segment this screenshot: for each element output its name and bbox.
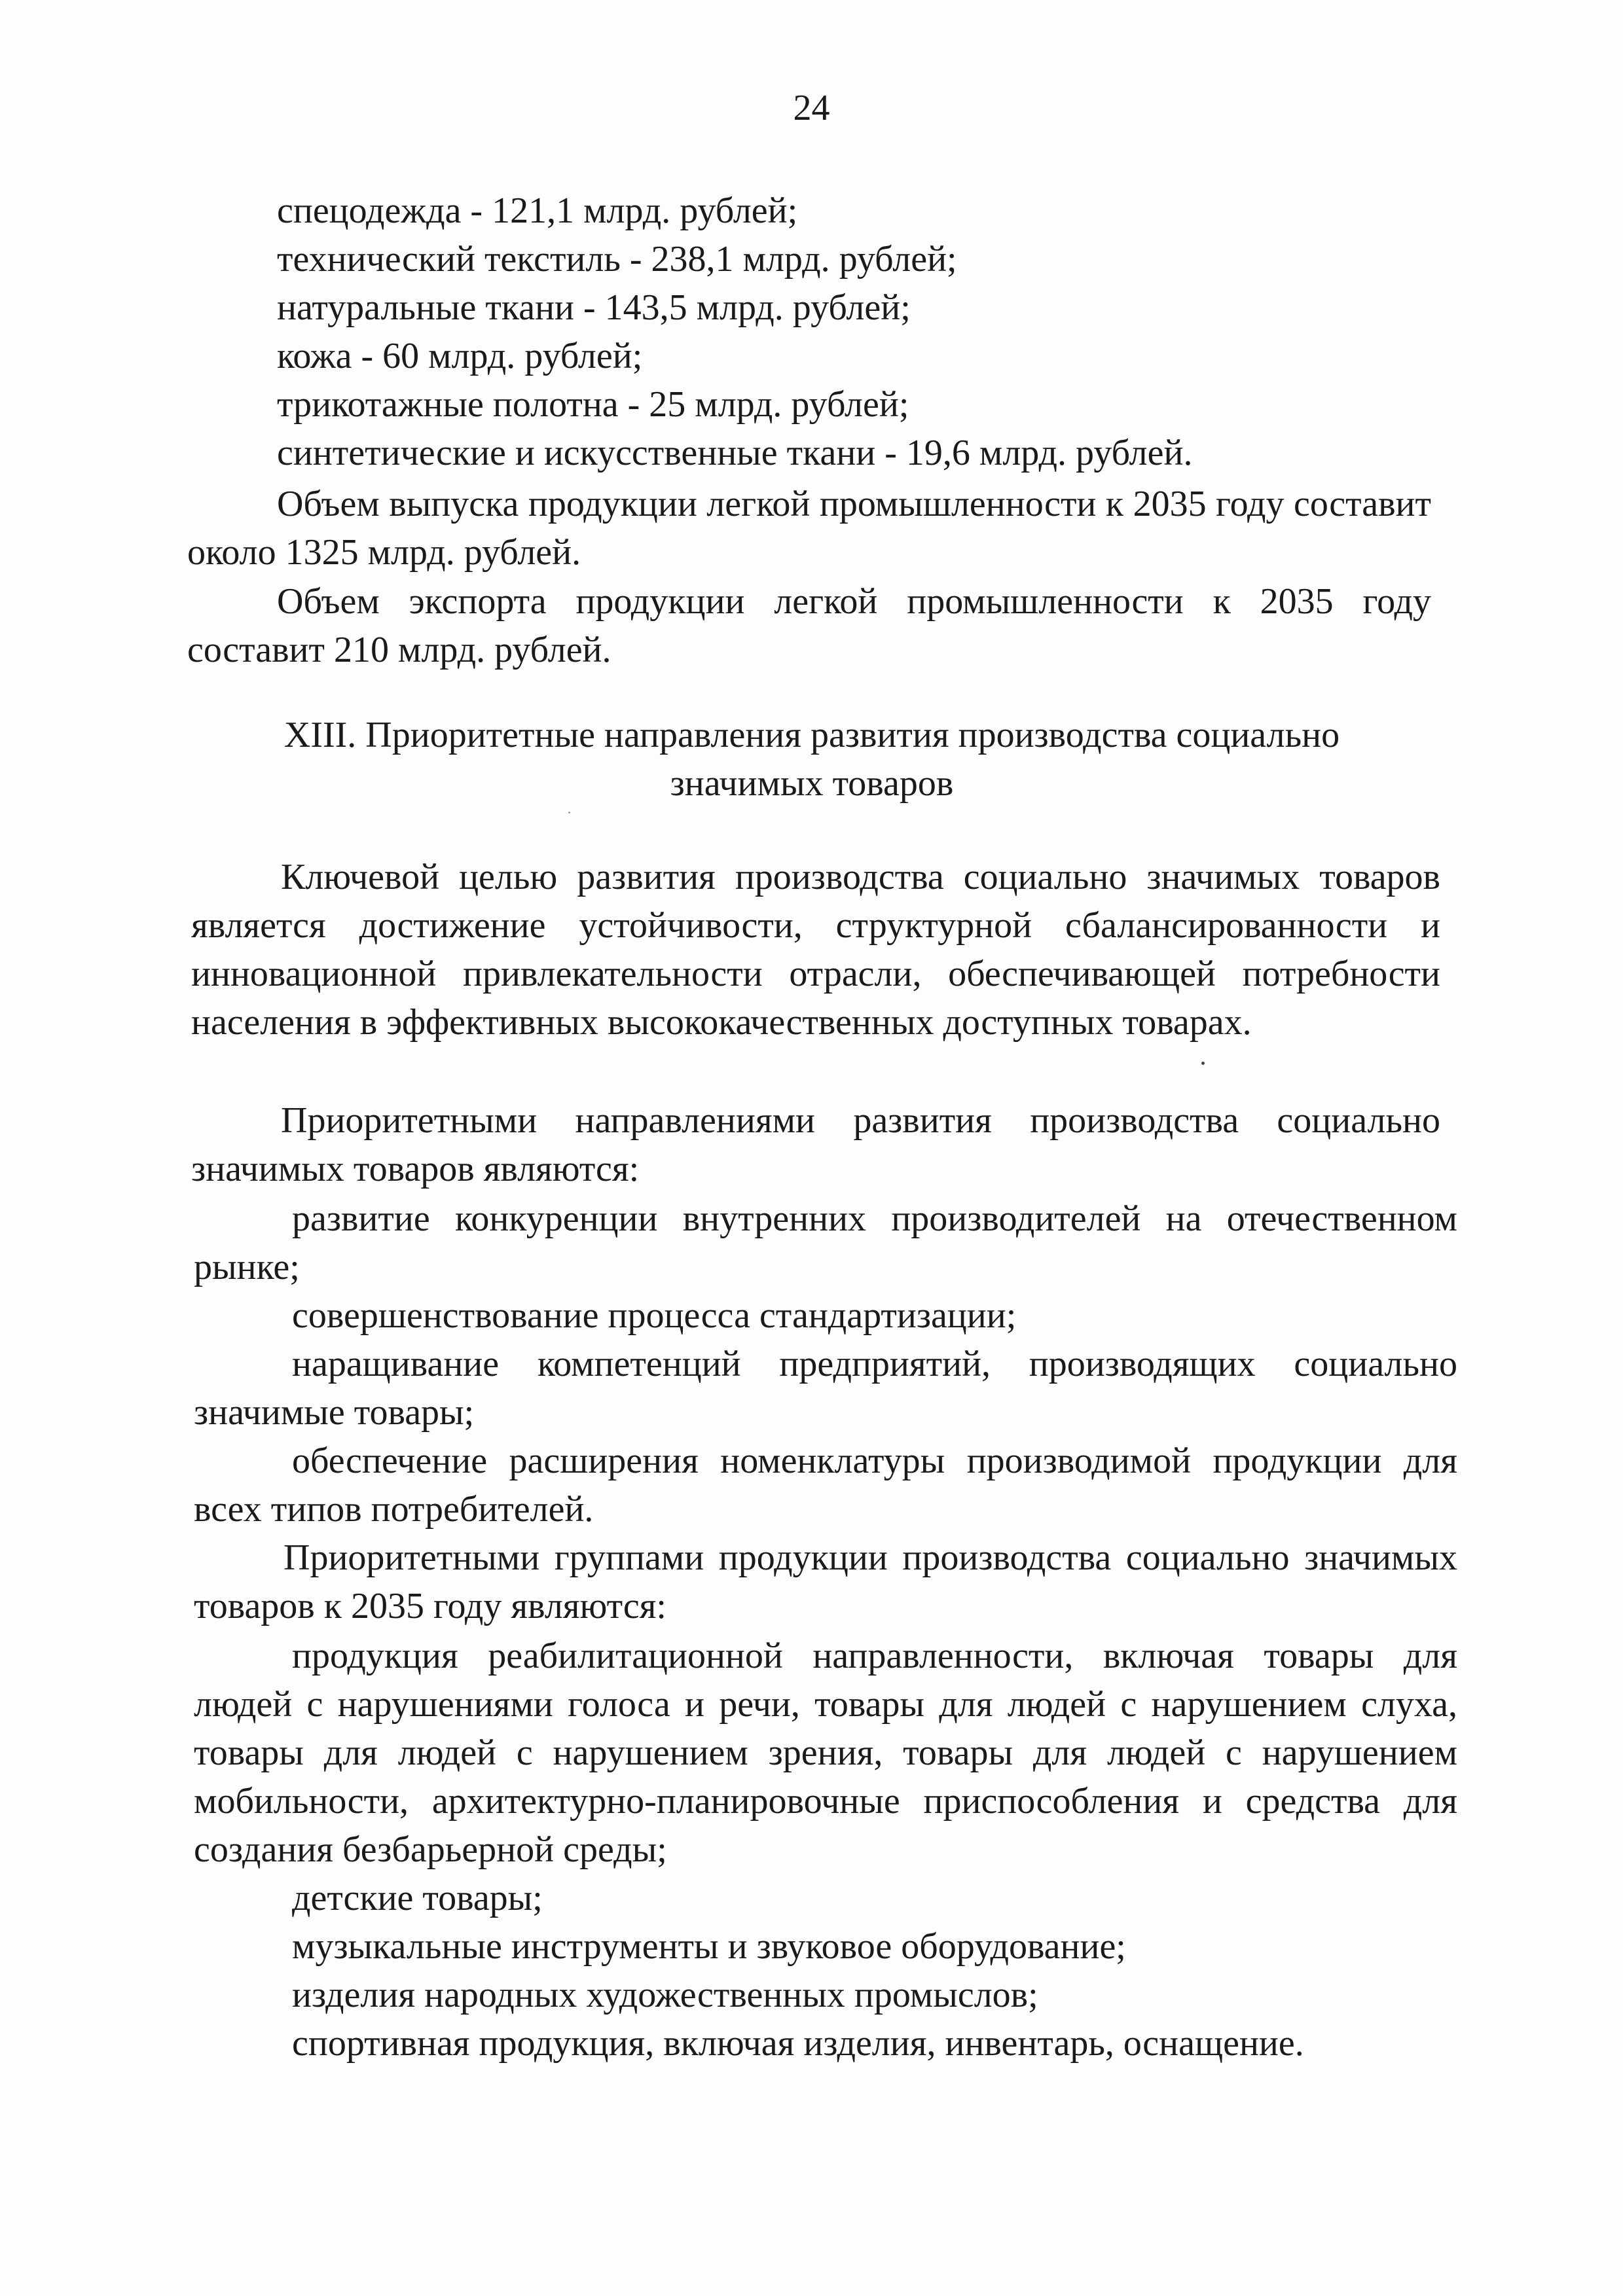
output-volume-paragraph: Объем выпуска продукции легкой промышленности к 2035 году составит около 1325 млрд. рублей. [187,484,1431,573]
materials-list-item: спецодежда - 121,1 млрд. рублей; [277,190,798,231]
key-goal-paragraph: Ключевой целью развития производства социально значимых товаров является достижение устойчивости, структурной сбалансированности и инновационной привлекательности отрасли, обеспечивающей потребности населения в эффективных высококачественных доступных товарах. [191,857,1440,1043]
priority-direction-item: совершенствование процесса стандартизации; [292,1295,1017,1336]
priority-group-item: изделия народных художественных промыслов; [292,1975,1038,2015]
export-volume-paragraph: Объем экспорта продукции легкой промышленности к 2035 году составит 210 млрд. рублей. [187,581,1431,670]
materials-list-item: трикотажные полотна - 25 млрд. рублей; [277,384,909,425]
priority-group-item: музыкальные инструменты и звуковое оборудование; [292,1926,1126,1967]
section-heading-line: значимых товаров [670,763,954,804]
priority-direction-item: обеспечение расширения номенклатуры производимой продукции для всех типов потребителей. [194,1441,1457,1530]
materials-list-item: синтетические и искусственные ткани - 19,6 млрд. рублей. [277,433,1193,473]
priority-direction-item: развитие конкуренции внутренних производителей на отечественном рынке; [194,1198,1457,1287]
section-heading-line: XIII. Приоритетные направления развития производства социально [283,715,1340,755]
priority-group-item: спортивная продукция, включая изделия, инвентарь, оснащение. [292,2023,1304,2064]
priority-group-item: детские товары; [292,1878,543,1918]
priority-directions-list [194,1194,1457,1534]
priority-groups-intro: Приоритетными группами продукции производства социально значимых товаров к 2035 году являются: [194,1537,1457,1626]
scan-speck [1201,1062,1205,1065]
priority-direction-item: наращивание компетенций предприятий, производящих социально значимые товары; [194,1344,1457,1433]
materials-list-item: технический текстиль - 238,1 млрд. рублей; [277,239,957,279]
priority-groups-list [194,1632,1457,2068]
scan-speck [568,812,570,814]
page-number: 24 [793,88,830,128]
priority-directions-intro: Приоритетными направлениями развития производства социально значимых товаров являются: [191,1100,1440,1189]
section-heading [196,711,1427,808]
priority-group-item: продукция реабилитационной направленности, включая товары для людей с нарушениями голоса и речи, товары для людей с нарушением слуха, товары для людей с нарушением зрения, товары для людей с нарушением мобильности, архитектурно-планировочные приспособления и средства для создания безбарьерной среды; [194,1636,1457,1870]
materials-list-item: натуральные ткани - 143,5 млрд. рублей; [277,287,911,328]
materials-list-item: кожа - 60 млрд. рублей; [277,336,643,376]
